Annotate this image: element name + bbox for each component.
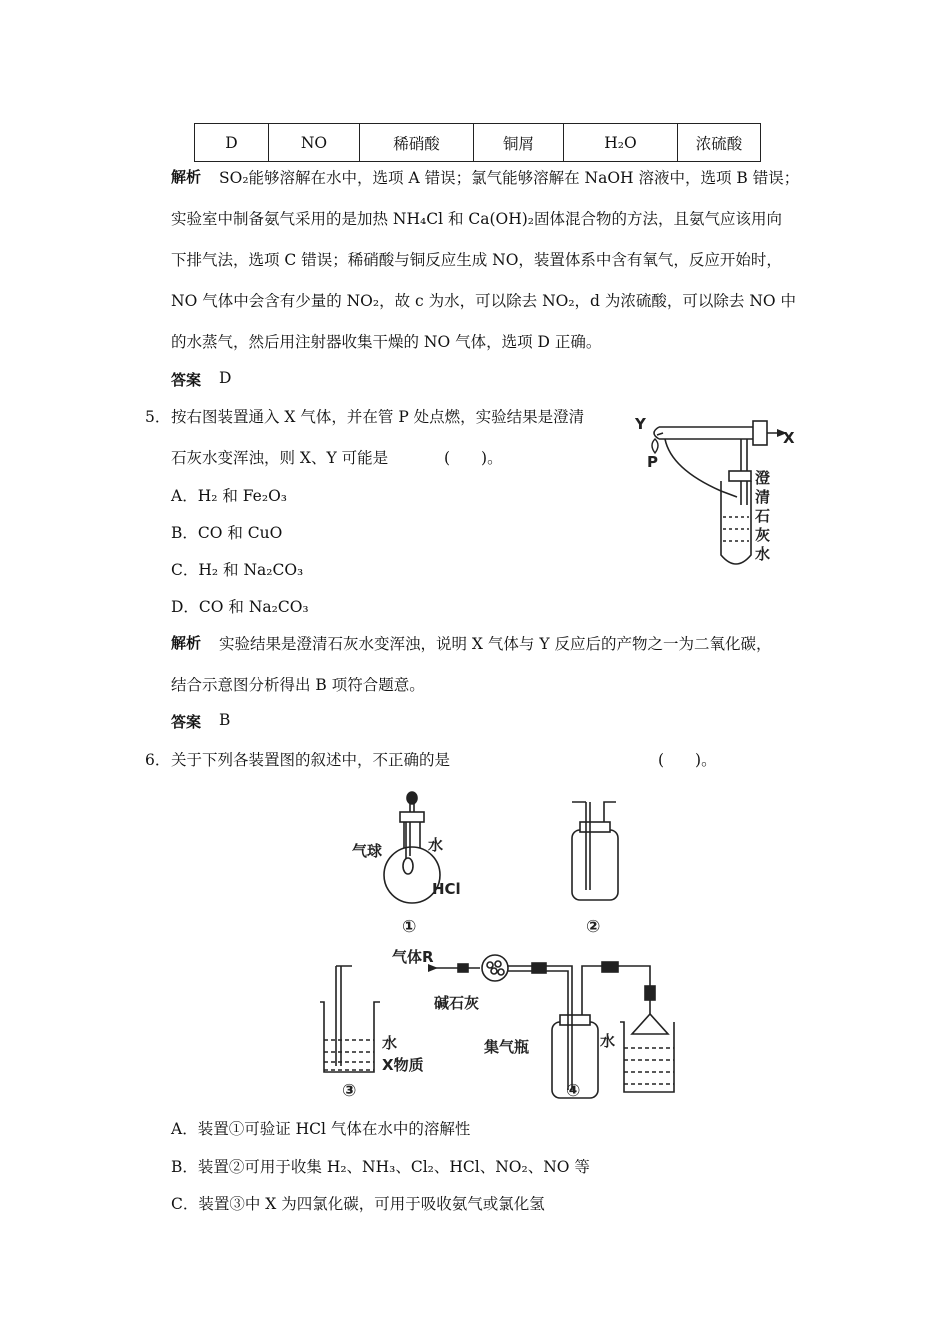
q5-fig-label-y: Y: [635, 415, 646, 433]
q5-stem-line: 石灰水变浑浊，则 X、Y 可能是: [171, 449, 389, 467]
q5-answer: B: [219, 711, 231, 729]
table-row: [195, 124, 761, 162]
q4-analysis-line: NO 气体中会含有少量的 NO₂，故 c 为水，可以除去 NO₂，d 为浓硫酸，可以除去 NO 中: [171, 292, 797, 310]
q6-fig1-water-label: 水: [428, 836, 444, 854]
q6-fig4-soda-lime-label: 碱石灰: [434, 994, 480, 1012]
q6-option-a: A．装置①可验证 HCl 气体在水中的溶解性: [171, 1120, 471, 1138]
q6-fig3-water-label: 水: [382, 1034, 398, 1052]
table-cell: 稀硝酸: [360, 124, 474, 162]
q6-fig4-number: ④: [566, 1081, 581, 1101]
q5-number: 5．: [145, 408, 171, 426]
q5-analysis-line: 结合示意图分析得出 B 项符合题意。: [171, 676, 425, 694]
q5-option-c: C．H₂ 和 Na₂CO₃: [171, 561, 304, 579]
q5-apparatus-figure: [625, 405, 825, 575]
q5-fig-limewater-char: 清: [755, 488, 771, 506]
table-cell: 铜屑: [474, 124, 564, 162]
q4-analysis-line: 的水蒸气，然后用注射器收集干燥的 NO 气体，选项 D 正确。: [171, 333, 602, 351]
q5-fig-limewater-char: 石: [755, 507, 771, 525]
q5-option-d: D．CO 和 Na₂CO₃: [171, 598, 309, 616]
answer-options-table: [194, 123, 761, 162]
q6-answer-paren: ( )。: [658, 751, 717, 769]
q6-fig1-balloon-label: 气球: [352, 842, 383, 860]
q4-analysis-label: 解析: [171, 168, 202, 186]
q4-answer-label: 答案: [171, 371, 202, 389]
q5-analysis-label: 解析: [171, 634, 202, 652]
q5-fig-limewater-char: 澄: [755, 469, 771, 487]
q5-fig-label-x: X: [783, 429, 795, 447]
q6-option-b: B．装置②可用于收集 H₂、NH₃、Cl₂、HCl、NO₂、NO 等: [171, 1158, 590, 1176]
q4-analysis-line: 下排气法，选项 C 错误；稀硝酸与铜反应生成 NO，装置体系中含有氧气，反应开始时，: [171, 251, 782, 269]
q6-option-c: C．装置③中 X 为四氯化碳，可用于吸收氨气或氯化氢: [171, 1195, 545, 1213]
q4-analysis-line: 实验室中制备氨气采用的是加热 NH₄Cl 和 Ca(OH)₂固体混合物的方法，且氨气应该用向: [171, 210, 783, 228]
q5-fig-limewater-char: 水: [755, 545, 771, 563]
q6-fig2-number: ②: [586, 917, 601, 937]
q6-number: 6．: [145, 751, 171, 769]
q5-fig-label-p: P: [647, 453, 658, 471]
q5-option-a: A．H₂ 和 Fe₂O₃: [171, 487, 287, 505]
q6-fig1-hcl-label: HCl: [432, 880, 461, 898]
q5-answer-label: 答案: [171, 713, 202, 731]
q4-analysis-line: SO₂能够溶解在水中，选项 A 错误；氯气能够溶解在 NaOH 溶液中，选项 B 错误；: [219, 169, 800, 187]
table-cell: D: [195, 124, 269, 162]
q6-apparatus-figure: [310, 790, 680, 1105]
q5-answer-paren: ( )。: [444, 449, 503, 467]
table-cell: H₂O: [564, 124, 678, 162]
table-cell: 浓硫酸: [678, 124, 761, 162]
q5-analysis-line: 实验结果是澄清石灰水变浑浊，说明 X 气体与 Y 反应后的产物之一为二氧化碳，: [219, 635, 772, 653]
q6-stem: 关于下列各装置图的叙述中，不正确的是: [171, 751, 451, 769]
q5-fig-limewater-char: 灰: [755, 526, 771, 544]
q6-fig4-water-label: 水: [600, 1032, 616, 1050]
table-cell: NO: [269, 124, 360, 162]
q6-fig4-gas-bottle-label: 集气瓶: [484, 1038, 530, 1056]
q6-fig1-number: ①: [402, 917, 417, 937]
q4-answer: D: [219, 369, 232, 387]
q6-fig4-gas-r-label: 气体R: [392, 948, 434, 966]
q6-fig3-x-label: X物质: [382, 1056, 424, 1074]
q6-fig3-number: ③: [342, 1081, 357, 1101]
q5-stem-line: 按右图装置通入 X 气体，并在管 P 处点燃，实验结果是澄清: [171, 408, 585, 426]
q5-option-b: B．CO 和 CuO: [171, 524, 283, 542]
